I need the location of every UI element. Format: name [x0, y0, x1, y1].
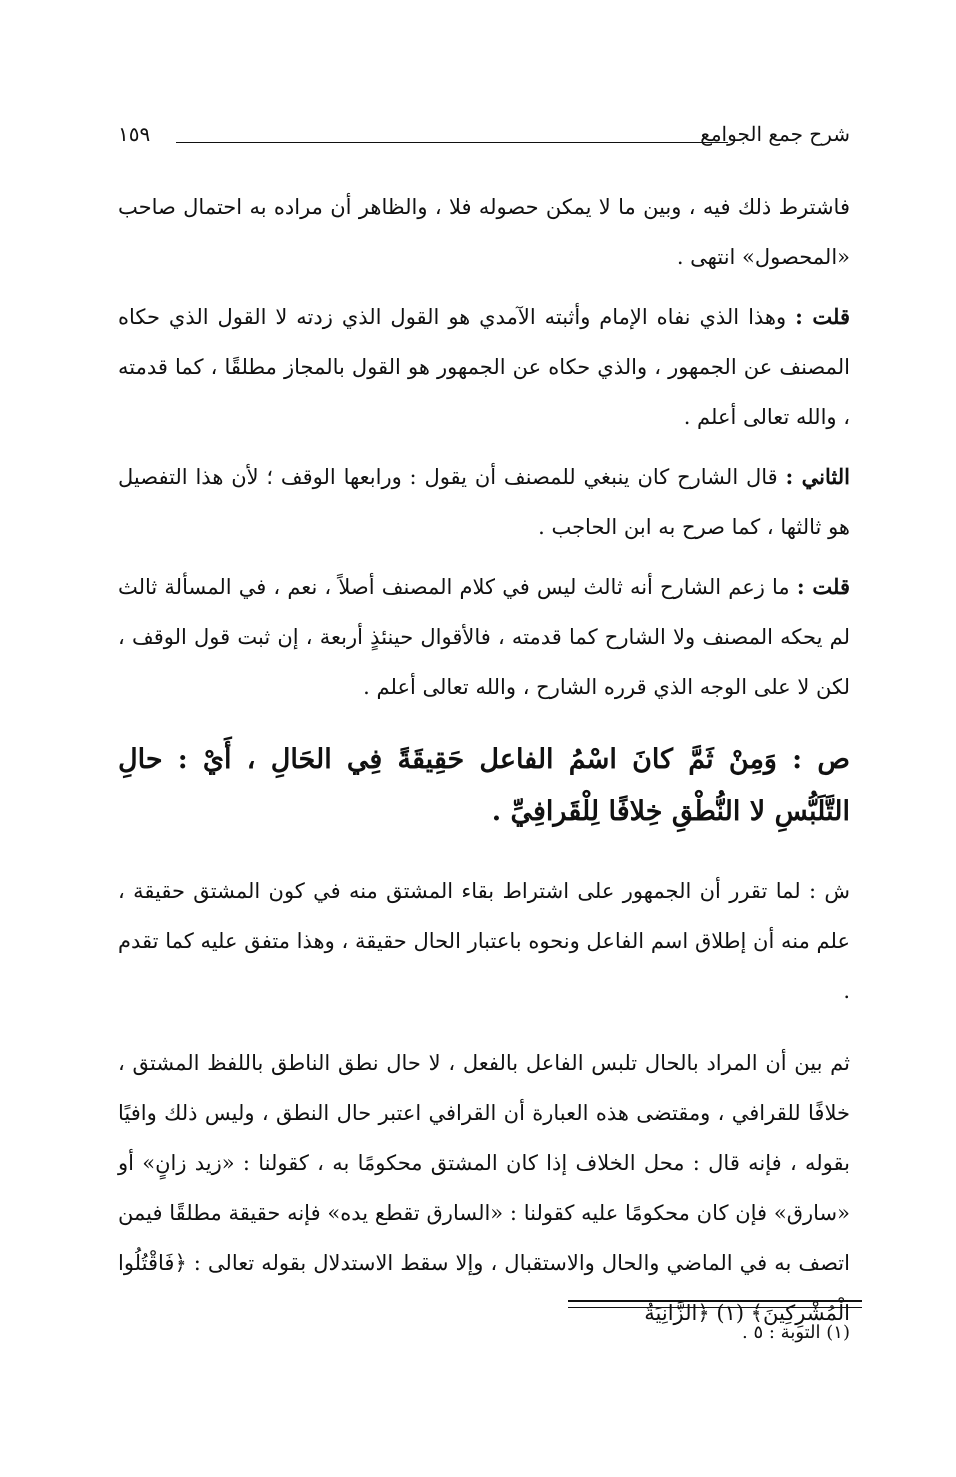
footnote: (١) التوبة : ٥ . [742, 1322, 850, 1343]
header-rule [176, 142, 728, 143]
paragraph-text: وهذا الذي نفاه الإمام وأثبته الآمدي هو القول الذي زدته لا القول الذي حكاه المصنف عن الجمهور ، والذي حكاه عن الجمهور هو القول بالمجاز مطلقًا ، كما قدمته ، والله تعالى أعلم . [118, 305, 850, 429]
body-text [118, 182, 850, 1348]
paragraph [118, 562, 850, 712]
paragraph-text: قال الشارح كان ينبغي للمصنف أن يقول : ورابعها الوقف ؛ لأن هذا التفصيل هو ثالثها ، كما صرح به ابن الحاجب . [118, 465, 850, 539]
paragraph-lead: الثاني : [785, 464, 850, 489]
paragraph [118, 452, 850, 552]
paragraph-lead: قلت : [796, 574, 850, 599]
running-title: شرح جمع الجوامع [700, 122, 850, 146]
sharh-paragraph: ثم بين أن المراد بالحال تلبس الفاعل بالفعل ، لا حال نطق الناطق باللفظ المشتق ، خلافًا للقرافي ، ومقتضى هذه العبارة أن القرافي اعتبر حال النطق ، وليس ذلك وافيًا بقوله ، فإنه قال : محل الخلاف إذا كان المشتق محكومًا به ، كقولنا : «زيد زانٍ» أو «سارق» فإن كان محكومًا عليه كقولنا : «السارق تقطع يده» فإنه حقيقة مطلقًا فيمن اتصف به في الماضي والحال والاستقبال ، وإلا سقط الاستدلال بقوله تعالى : ﴿فَاقْتُلُوا الْمُشْرِكِينَ﴾ (١) ﴿الزَّانِيَةُ [118, 1051, 850, 1325]
footnote-separator-thin [568, 1307, 862, 1308]
paragraph [118, 182, 850, 282]
paragraph-text: فاشترط ذلك فيه ، وبين ما لا يمكن حصوله فلا ، والظاهر أن مراده به احتمال صاحب «المحصول» انتهى . [118, 195, 850, 269]
running-header [118, 118, 850, 158]
paragraph [118, 292, 850, 442]
footnote-separator [568, 1300, 862, 1302]
paragraph-text: ما زعم الشارح أنه ثالث ليس في كلام المصنف أصلاً ، نعم ، في المسألة ثالث لم يحكه المصنف ولا الشارح كما قدمته ، فالأقوال حينئذٍ أربعة ، إن ثبت قول الوقف ، لكن لا على الوجه الذي قرره الشارح ، والله تعالى أعلم . [118, 575, 850, 699]
paragraph-lead: قلت : [795, 304, 850, 329]
matn-text: ص : وَمِنْ ثَمَّ كانَ اسْمُ الفاعل حَقِيقَةً فِي الحَالِ ، أَيْ : حالِ التَّلَبُّسِ لا النُّطْقِ خِلافًا لِلْقَرافِيِّ . [118, 744, 850, 827]
sharh-paragraph: ش : لما تقرر أن الجمهور على اشتراط بقاء المشتق منه في كون المشتق حقيقة ، علم منه أن إطلاق اسم الفاعل ونحوه باعتبار الحال حقيقة ، وهذا متفق عليه كما تقدم . [118, 879, 850, 1003]
page-number: ١٥٩ [118, 122, 151, 146]
